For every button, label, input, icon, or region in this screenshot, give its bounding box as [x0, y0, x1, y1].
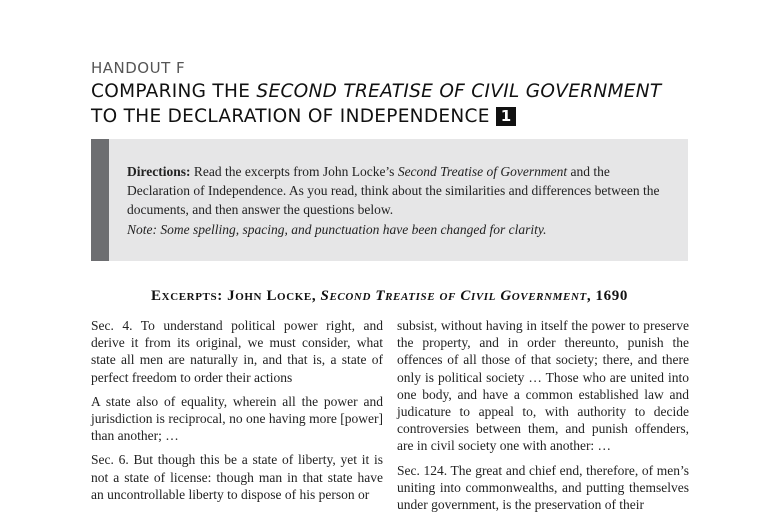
directions-box — [91, 139, 688, 261]
title-part-1: COMPARING THE — [91, 81, 257, 102]
excerpt-column-right — [397, 317, 689, 520]
directions-accent-bar — [91, 139, 109, 261]
paragraph: Sec. 124. The great and chief end, therefore, of men’s uniting into commonwealths, and putting themselves under government, is the preservation of their — [397, 462, 689, 513]
directions-text-before: Read the excerpts from John Locke’s — [190, 164, 398, 179]
handout-label: HANDOUT F — [91, 59, 186, 77]
paragraph: subsist, without having in itself the power to preserve the property, and in order thereunto, punish the offences of all those of that society; there, and there only is political society … Those who are united into one body, and have a common established law and judicature to appeal to, with authority to decide controversies between them, and punish offenders, are in civil society one with another: … — [397, 318, 689, 454]
paragraph: Sec. 4. To understand political power right, and derive it from its original, we must consider, what state all men are naturally in, and that is, a state of perfect freedom to order their actions — [91, 318, 383, 385]
directions-text-after: and the Declaration of Independence. As you read, think about the similarities and differences between the documents, and then answer the questions below. — [127, 164, 660, 217]
directions-label: Directions: — [127, 164, 191, 179]
excerpt-heading-suffix: , 1690 — [586, 288, 628, 304]
paragraph: A state also of equality, wherein all the power and jurisdiction is reciprocal, no one having more [power] than another; … — [91, 393, 383, 444]
directions-book-title: Second Treatise of Government — [397, 164, 568, 179]
excerpt-column-left — [91, 317, 383, 510]
title-italic: SECOND TREATISE OF CIVIL GOVERNMENT — [256, 81, 662, 102]
page-title — [91, 79, 751, 129]
excerpt-heading — [91, 288, 688, 305]
directions-note: Note: Some spelling, spacing, and punctuation have been changed for clarity. — [127, 222, 547, 237]
directions-text — [127, 162, 675, 219]
excerpt-heading-title: Second Treatise of Civil Government — [320, 288, 587, 304]
title-part-2: TO THE DECLARATION OF INDEPENDENCE — [91, 106, 490, 127]
excerpt-heading-prefix: Excerpts: John Locke, — [151, 288, 321, 304]
paragraph: Sec. 6. But though this be a state of liberty, yet it is not a state of license: though man in that state have an uncontrollable liberty to dispose of his person or — [91, 452, 383, 502]
section-number-badge: 1 — [496, 107, 517, 126]
